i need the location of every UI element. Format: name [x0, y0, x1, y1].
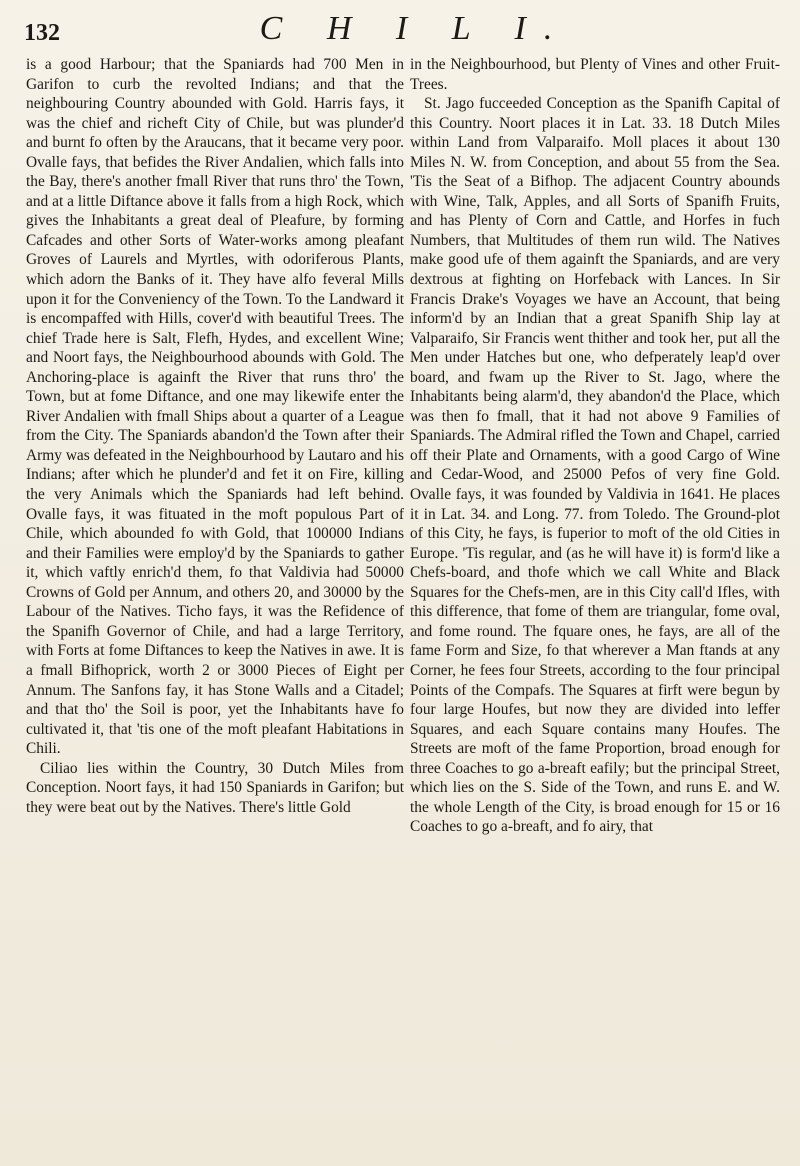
left-paragraph-2: Ciliao lies within the Country, 30 Dutch Miles from Conception. Noort fays, it had 150 Spaniards in Garifon; but they were beat out by the Natives. There's little Gold — [26, 759, 404, 816]
left-paragraph-1: is a good Harbour; that the Spaniards had 700 Men in Garifon to curb the revolted Indians; and that the neighbouring Country abounded with Gold. Harris fays, it was the chief and richeft City of Chile, but was plunder'd and burnt fo often by the Araucans, that it became very poor. Ovalle fays, that befides the River Andalien, which falls into the Bay, there's another fmall River that runs thro' the Town, and at a little Diftance above it falls from a high Rock, which gives the Inhabitants a great deal of Pleafure, by forming Cafcades and other Sorts of Water-works among pleafant Groves of Laurels and Myrtles, with odoriferous Plants, which adorn the Banks of it. They have alfo feveral Mills upon it for the Conveniency of the Town. To the Landward it is encompaffed with Hills, cover'd with beautiful Trees. The chief Trade here is Salt, Flefh, Hydes, and excellent Wine; and Noort fays, the Neighbourhood abounds with Gold. The Anchoring-place is againft the River that runs thro' the Town, but at fome Diftance, and one may likewife enter the River Andalien with fmall Ships about a quarter of a League from the City. The Spaniards abandon'd the Town after their Army was defeated in the Neighbourhood by Lautaro and his Indians; after which he plunder'd and fet it on Fire, killing the very Animals which the Spaniards had left behind. Ovalle fays, it was fituated in the moft populous Part of Chile, which abounded fo with Gold, that 100000 Indians and their Families were employ'd by the Spaniards to gather it, which vaftly enrich'd them, fo that Valdivia had 50000 Crowns of Gold per Annum, and others 20, and 30000 by the Labour of the Natives. Ticho fays, it was the Refidence of the Spanifh Governor of Chile, and had a large Territory, with Forts at fome Diftances to keep the Natives in awe. It is a fmall Bifhoprick, worth 2 or 3000 Pieces of Eight per Annum. The Sanfons fay, it has Stone Walls and a Citadel; and that tho' the Soil is poor, yet the Inhabitants have fo cultivated it, that 'tis one of the moft pleafant Habitations in Chili. — [26, 56, 404, 758]
page-header — [0, 10, 800, 50]
page-number: 132 — [24, 20, 60, 46]
right-paragraph-1: in the Neighbourhood, but Plenty of Vines and other Fruit-Trees. — [410, 56, 780, 93]
right-column — [410, 55, 780, 1155]
running-head: C H I L I. — [259, 10, 571, 47]
left-column — [26, 55, 404, 1155]
right-paragraph-2: St. Jago fucceeded Conception as the Spanifh Capital of this Country. Noort places it in Lat. 33. 18 Dutch Miles within Land from Valparaifo. Moll places it about 130 Miles N. W. from Conception, and about 55 from the Sea. 'Tis the Seat of a Bifhop. The adjacent Country abounds with Wine, Talk, Apples, and all Sorts of Spanifh Fruits, and has Plenty of Corn and Cattle, and Horfes in fuch Numbers, that Multitudes of them run wild. The Natives make good ufe of them againft the Spaniards, and are very dextrous at fighting on Horfeback with Lances. In Sir Francis Drake's Voyages we have an Account, that being inform'd by an Indian that a great Spanifh Ship lay at Valparaifo, Sir Francis went thither and took her, put all the Men under Hatches but one, who defperately leap'd over board, and fwam up the River to St. Jago, where the Inhabitants being alarm'd, they abandon'd the Place, which was then fo fmall, that it had not above 9 Families of Spaniards. The Admiral rifled the Town and Chapel, carried off their Plate and Ornaments, with a good Cargo of Wine and Cedar-Wood, and 25000 Pefos of very fine Gold. Ovalle fays, it was founded by Valdivia in 1641. He places it in Lat. 34. and Long. 77. from Toledo. The Ground-plot of this City, he fays, is fuperior to moft of the old Cities in Europe. 'Tis regular, and (as he will have it) is form'd like a Chefs-board, and thofe which we call White and Black Squares for the Chefs-men, are in this City call'd Ifles, with this difference, that fome of them are triangular, fome oval, and fome round. The fquare ones, he fays, are all of the fame Form and Size, fo that wherever a Man ftands at any Corner, he fees four Streets, according to the four principal Points of the Compafs. The Squares at firft were begun by four large Houfes, but now they are divided into leffer Squares, and each Square contains many Houfes. The Streets are moft of the fame Proportion, broad enough for three Coaches to go a-breaft eafily; but the principal Street, which lies on the S. Side of the Town, and runs E. and W. the whole Length of the City, is broad enough for 15 or 16 Coaches to go a-breaft, and fo airy, that — [410, 95, 780, 836]
